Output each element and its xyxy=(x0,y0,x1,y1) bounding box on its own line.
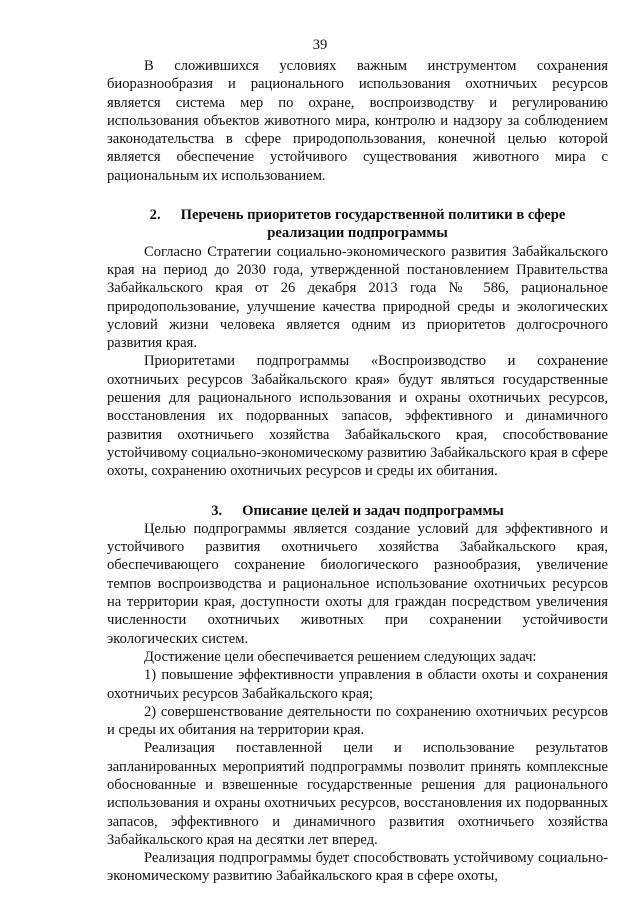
document-body xyxy=(107,57,608,886)
section-3-number: 3. xyxy=(211,502,223,519)
section-2-number: 2. xyxy=(149,207,161,224)
section-2-heading xyxy=(107,206,608,243)
intro-paragraph: В сложившихся условиях важным инструментом сохранения биоразнообразия и рационального использования охотничьих ресурсов является система мер по охране, воспроизводству и регулированию использования объектов животного мира, контролю и надзору за соблюдением законодательства в сфере природопользования, конечной целью которой является обеспечение устойчивого существования животного мира с рациональным их использованием. xyxy=(107,58,608,184)
section-3-paragraph-3: Реализация поставленной цели и использование результатов запланированных мероприятий подпрограммы позволит принять комплексные обоснованные и взвешенные государственные решения для рационального использования и охраны охотничьих ресурсов, восстановления их подорванных запасов, эффективного и динамичного развития охотничьего хозяйства Забайкальского края на десятки лет вперед. xyxy=(107,740,608,848)
section-3-paragraph-1: Целью подпрограммы является создание условий для эффективного и устойчивого развития охотничьего хозяйства Забайкальского края, обеспечивающего сохранение биологического разнообразия, увеличение темпов воспроизводства и рациональное использование охотничьих ресурсов на территории края, доступности охоты для граждан посредством увеличения численности охотничьих животных при сохранении устойчивости экологических систем. xyxy=(107,520,608,647)
section-2-title-line1: Перечень приоритетов государственной политики в сфере xyxy=(180,207,566,224)
section-3-paragraph-4: Реализация подпрограммы будет способствовать устойчивому социально-экономическому развитию Забайкальского края в сфере охоты, xyxy=(107,850,608,885)
section-3-paragraph-2: Достижение цели обеспечивается решением следующих задач: xyxy=(144,648,537,665)
section-3-heading xyxy=(107,502,608,520)
section-2-paragraph-2: Приоритетами подпрограммы «Воспроизводство и сохранение охотничьих ресурсов Забайкальского края» будут являться государственные решения для рационального использования и охраны охотничьих ресурсов, восстановления их подорванных запасов, эффективного и динамичного развития охотничьего хозяйства Забайкальского края, способствование устойчивому социально-экономическому развитию Забайкальского края в сфере охоты, сохранению охотничьих ресурсов и среды их обитания. xyxy=(107,353,608,480)
section-2-title-line2: реализации подпрограммы xyxy=(267,225,448,242)
section-3-title: Описание целей и задач подпрограммы xyxy=(242,502,504,519)
page-number: 39 xyxy=(312,37,328,53)
section-2-paragraph-1: Согласно Стратегии социально-экономического развития Забайкальского края на период до 2030 года, утвержденной постановлением Правительства Забайкальского края от 26 декабря 2013 года № 586, рациональное природопользование, улучшение качества природной среды и экологических условий жизни человека является одним из приоритетов долгосрочного развития края. xyxy=(107,243,608,352)
section-3-task-2: 2) совершенствование деятельности по сохранению охотничьих ресурсов и среды их обитания на территории края. xyxy=(107,703,608,739)
section-3-task-1: 1) повышение эффективности управления в области охоты и сохранения охотничьих ресурсов Забайкальского края; xyxy=(107,667,608,702)
